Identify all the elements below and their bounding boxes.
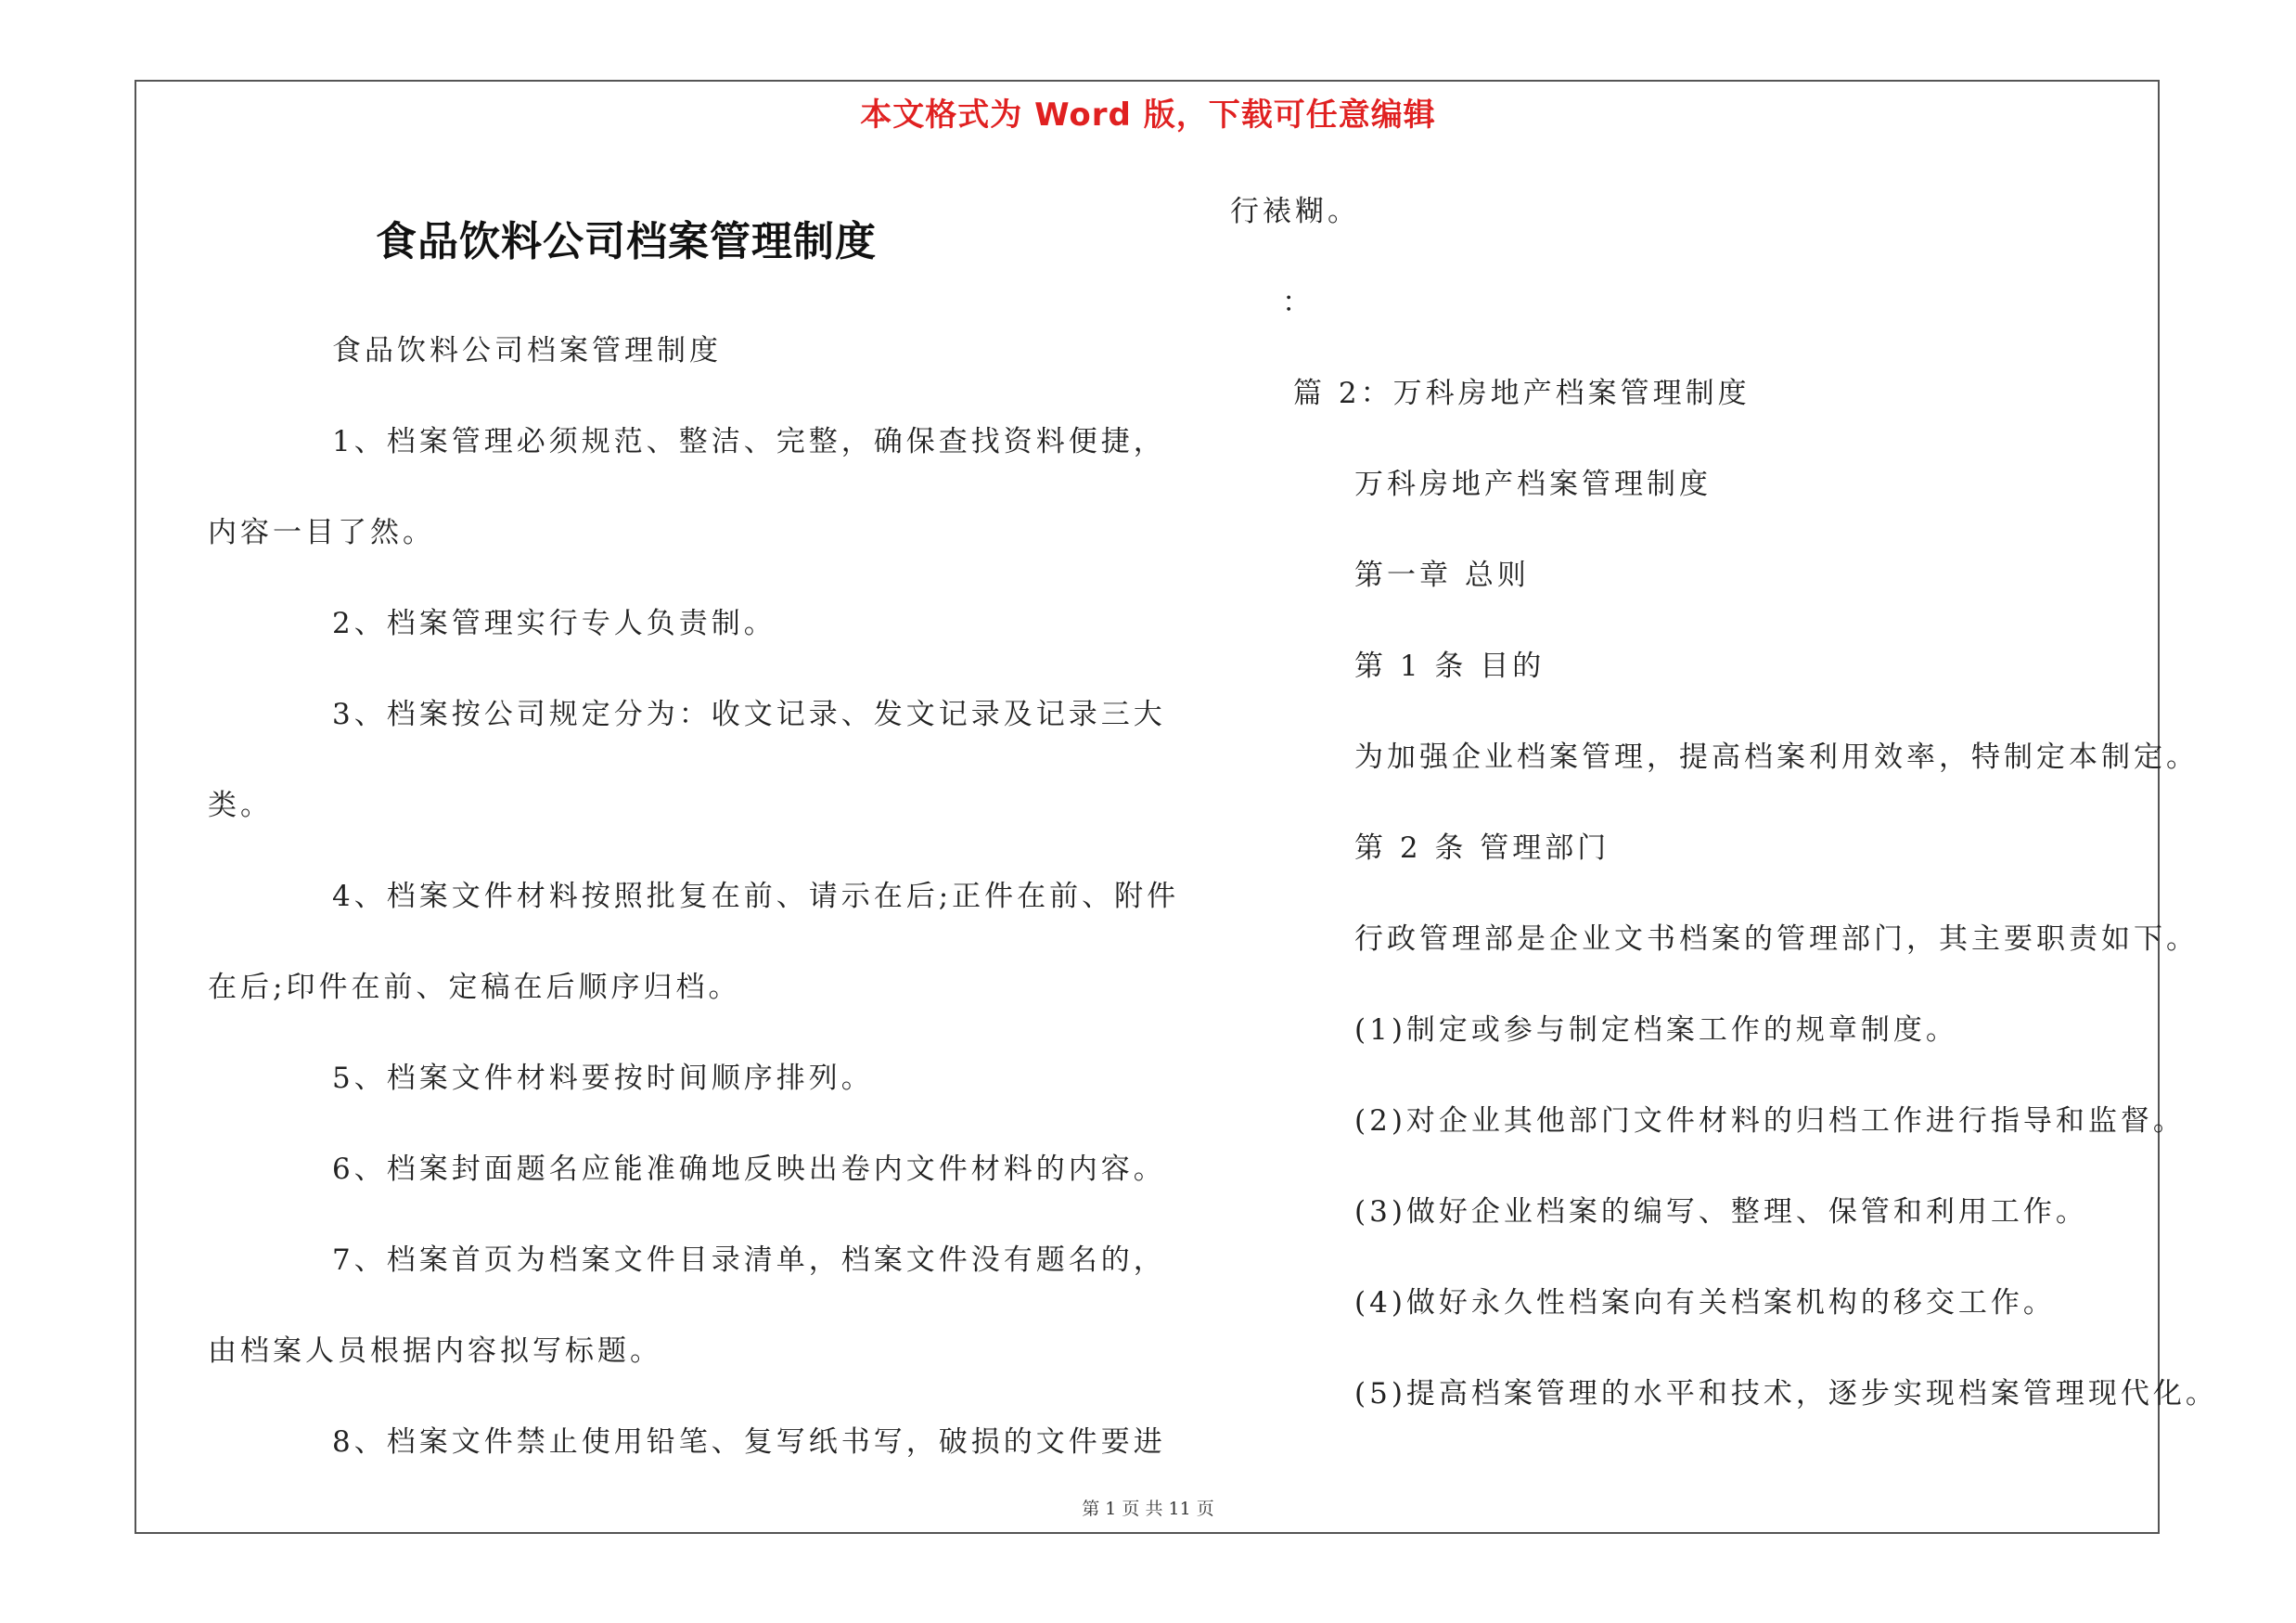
right-line: 第 1 条 目的 — [1354, 650, 1546, 683]
left-line: 1、档案管理必须规范、整洁、完整，确保查找资料便捷， — [332, 425, 1166, 458]
right-line: 万科房地产档案管理制度 — [1354, 468, 1712, 501]
right-line: (5)提高档案管理的水平和技术，逐步实现档案管理现代化。 — [1354, 1377, 2218, 1410]
word-format-banner: 本文格式为 Word 版，下载可任意编辑 — [860, 97, 1436, 134]
right-line: (4)做好永久性档案向有关档案机构的移交工作。 — [1354, 1286, 2056, 1320]
right-line: ： — [1282, 286, 1315, 319]
right-line: 行政管理部是企业文书档案的管理部门，其主要职责如下。 — [1354, 922, 2199, 956]
left-line: 8、档案文件禁止使用铅笔、复写纸书写，破损的文件要进 — [332, 1425, 1166, 1459]
right-line: (2)对企业其他部门文件材料的归档工作进行指导和监督。 — [1354, 1104, 2186, 1138]
page-number-footer: 第 1 页 共 11 页 — [1082, 1499, 1214, 1519]
right-line: 第 2 条 管理部门 — [1354, 831, 1610, 865]
right-line: (3)做好企业档案的编写、整理、保管和利用工作。 — [1354, 1195, 2088, 1229]
left-line: 内容一目了然。 — [208, 516, 435, 549]
left-line: 4、档案文件材料按照批复在前、请示在后;正件在前、附件 — [332, 880, 1180, 913]
left-line: 食品饮料公司档案管理制度 — [332, 334, 722, 367]
right-line: 篇 2：万科房地产档案管理制度 — [1293, 377, 1751, 410]
left-line: 类。 — [208, 789, 273, 822]
left-line: 3、档案按公司规定分为：收文记录、发文记录及记录三大 — [332, 698, 1166, 731]
left-line: 7、档案首页为档案文件目录清单，档案文件没有题名的， — [332, 1243, 1166, 1277]
right-line: 行裱糊。 — [1230, 195, 1360, 228]
right-line: (1)制定或参与制定档案工作的规章制度。 — [1354, 1013, 1958, 1047]
left-line: 由档案人员根据内容拟写标题。 — [208, 1334, 662, 1368]
right-line: 第一章 总则 — [1354, 559, 1530, 592]
left-line: 5、档案文件材料要按时间顺序排列。 — [332, 1062, 874, 1095]
left-line: 在后;印件在前、定稿在后顺序归档。 — [208, 971, 741, 1004]
left-line: 2、档案管理实行专人负责制。 — [332, 607, 776, 640]
right-line: 为加强企业档案管理，提高档案利用效率，特制定本制定。 — [1354, 741, 2199, 774]
left-line: 6、档案封面题名应能准确地反映出卷内文件材料的内容。 — [332, 1153, 1166, 1186]
document-title: 食品饮料公司档案管理制度 — [376, 218, 877, 265]
